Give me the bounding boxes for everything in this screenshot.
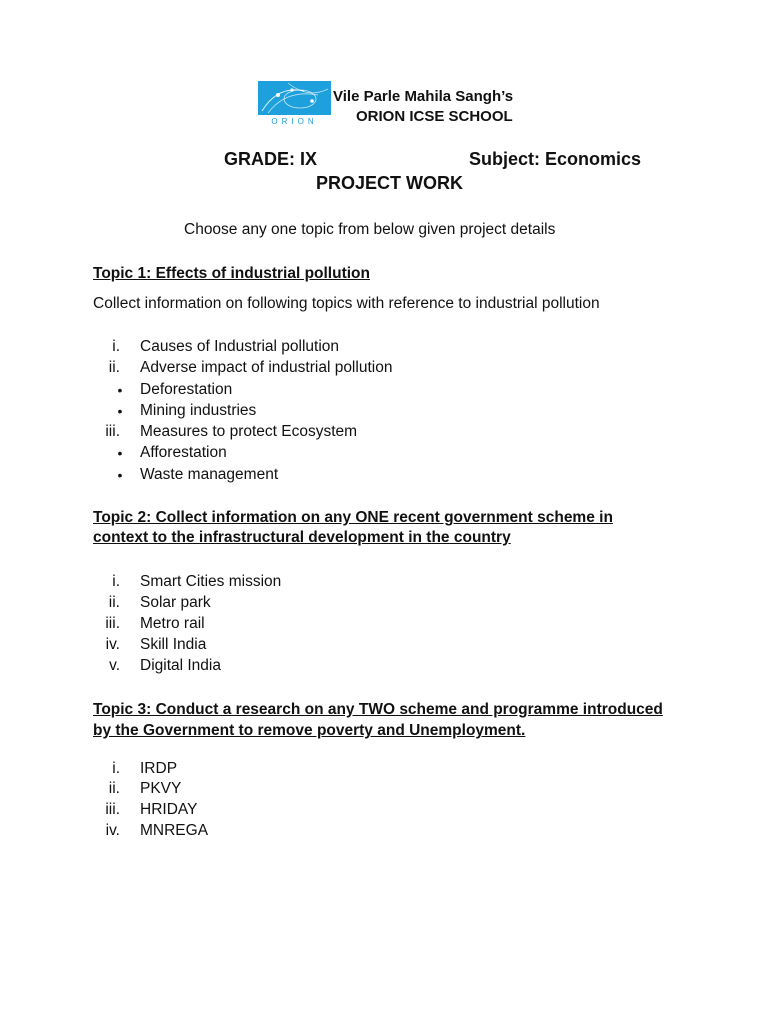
- list-item-text: PKVY: [140, 780, 182, 797]
- topic3-heading-line2: by the Government to remove poverty and Unemployment.: [93, 722, 526, 739]
- orion-school-logo: [258, 81, 331, 126]
- list-marker: i.: [112, 338, 120, 355]
- topic2-heading-line1: Topic 2: Collect information on any ONE recent government scheme in: [93, 509, 613, 526]
- list-marker: i.: [112, 573, 120, 590]
- list-item-text: Solar park: [140, 594, 211, 611]
- topic1-heading: Topic 1: Effects of industrial pollution: [93, 265, 370, 282]
- list-item-text: Waste management: [140, 466, 279, 483]
- subject-label: Subject: Economics: [469, 149, 642, 169]
- topic1-intro: Collect information on following topics with reference to industrial pollution: [93, 295, 600, 312]
- list-marker: ii.: [108, 780, 120, 797]
- list-item-text: IRDP: [140, 760, 178, 777]
- list-marker: i.: [112, 760, 120, 777]
- list-item-text: Smart Cities mission: [140, 573, 282, 590]
- list-marker: v.: [109, 657, 120, 674]
- bullet-icon: •: [117, 403, 123, 419]
- list-item-text: Adverse impact of industrial pollution: [140, 359, 393, 376]
- list-marker: iv.: [105, 822, 120, 839]
- list-item-text: Afforestation: [140, 444, 227, 461]
- list-item-text: Skill India: [140, 636, 207, 653]
- list-item-text: Mining industries: [140, 402, 257, 419]
- school-trust-name: Vile Parle Mahila Sangh’s: [333, 88, 514, 105]
- list-item-text: Digital India: [140, 657, 221, 674]
- list-marker: iii.: [105, 801, 120, 818]
- logo-wordmark: ORION: [271, 117, 318, 126]
- list-item-text: Metro rail: [140, 615, 205, 632]
- list-marker: iii.: [105, 423, 120, 440]
- bullet-icon: •: [117, 445, 123, 461]
- list-item-text: Causes of Industrial pollution: [140, 338, 340, 355]
- topic2-heading-line2: context to the infrastructural development in the country: [93, 529, 511, 546]
- list-item-text: Measures to protect Ecosystem: [140, 423, 358, 440]
- school-name: ORION ICSE SCHOOL: [356, 108, 513, 125]
- list-item-text: HRIDAY: [140, 801, 198, 818]
- list-marker: iii.: [105, 615, 120, 632]
- page-title: PROJECT WORK: [316, 173, 464, 193]
- instruction-text: Choose any one topic from below given project details: [184, 221, 556, 238]
- list-marker: ii.: [108, 594, 120, 611]
- list-marker: ii.: [108, 359, 120, 376]
- list-marker: iv.: [105, 636, 120, 653]
- bullet-icon: •: [117, 382, 123, 398]
- topic3-heading-line1: Topic 3: Conduct a research on any TWO scheme and programme introduced: [93, 701, 663, 718]
- list-item-text: Deforestation: [140, 381, 233, 398]
- grade-label: GRADE: IX: [224, 149, 318, 169]
- bullet-icon: •: [117, 467, 123, 483]
- list-item-text: MNREGA: [140, 822, 209, 839]
